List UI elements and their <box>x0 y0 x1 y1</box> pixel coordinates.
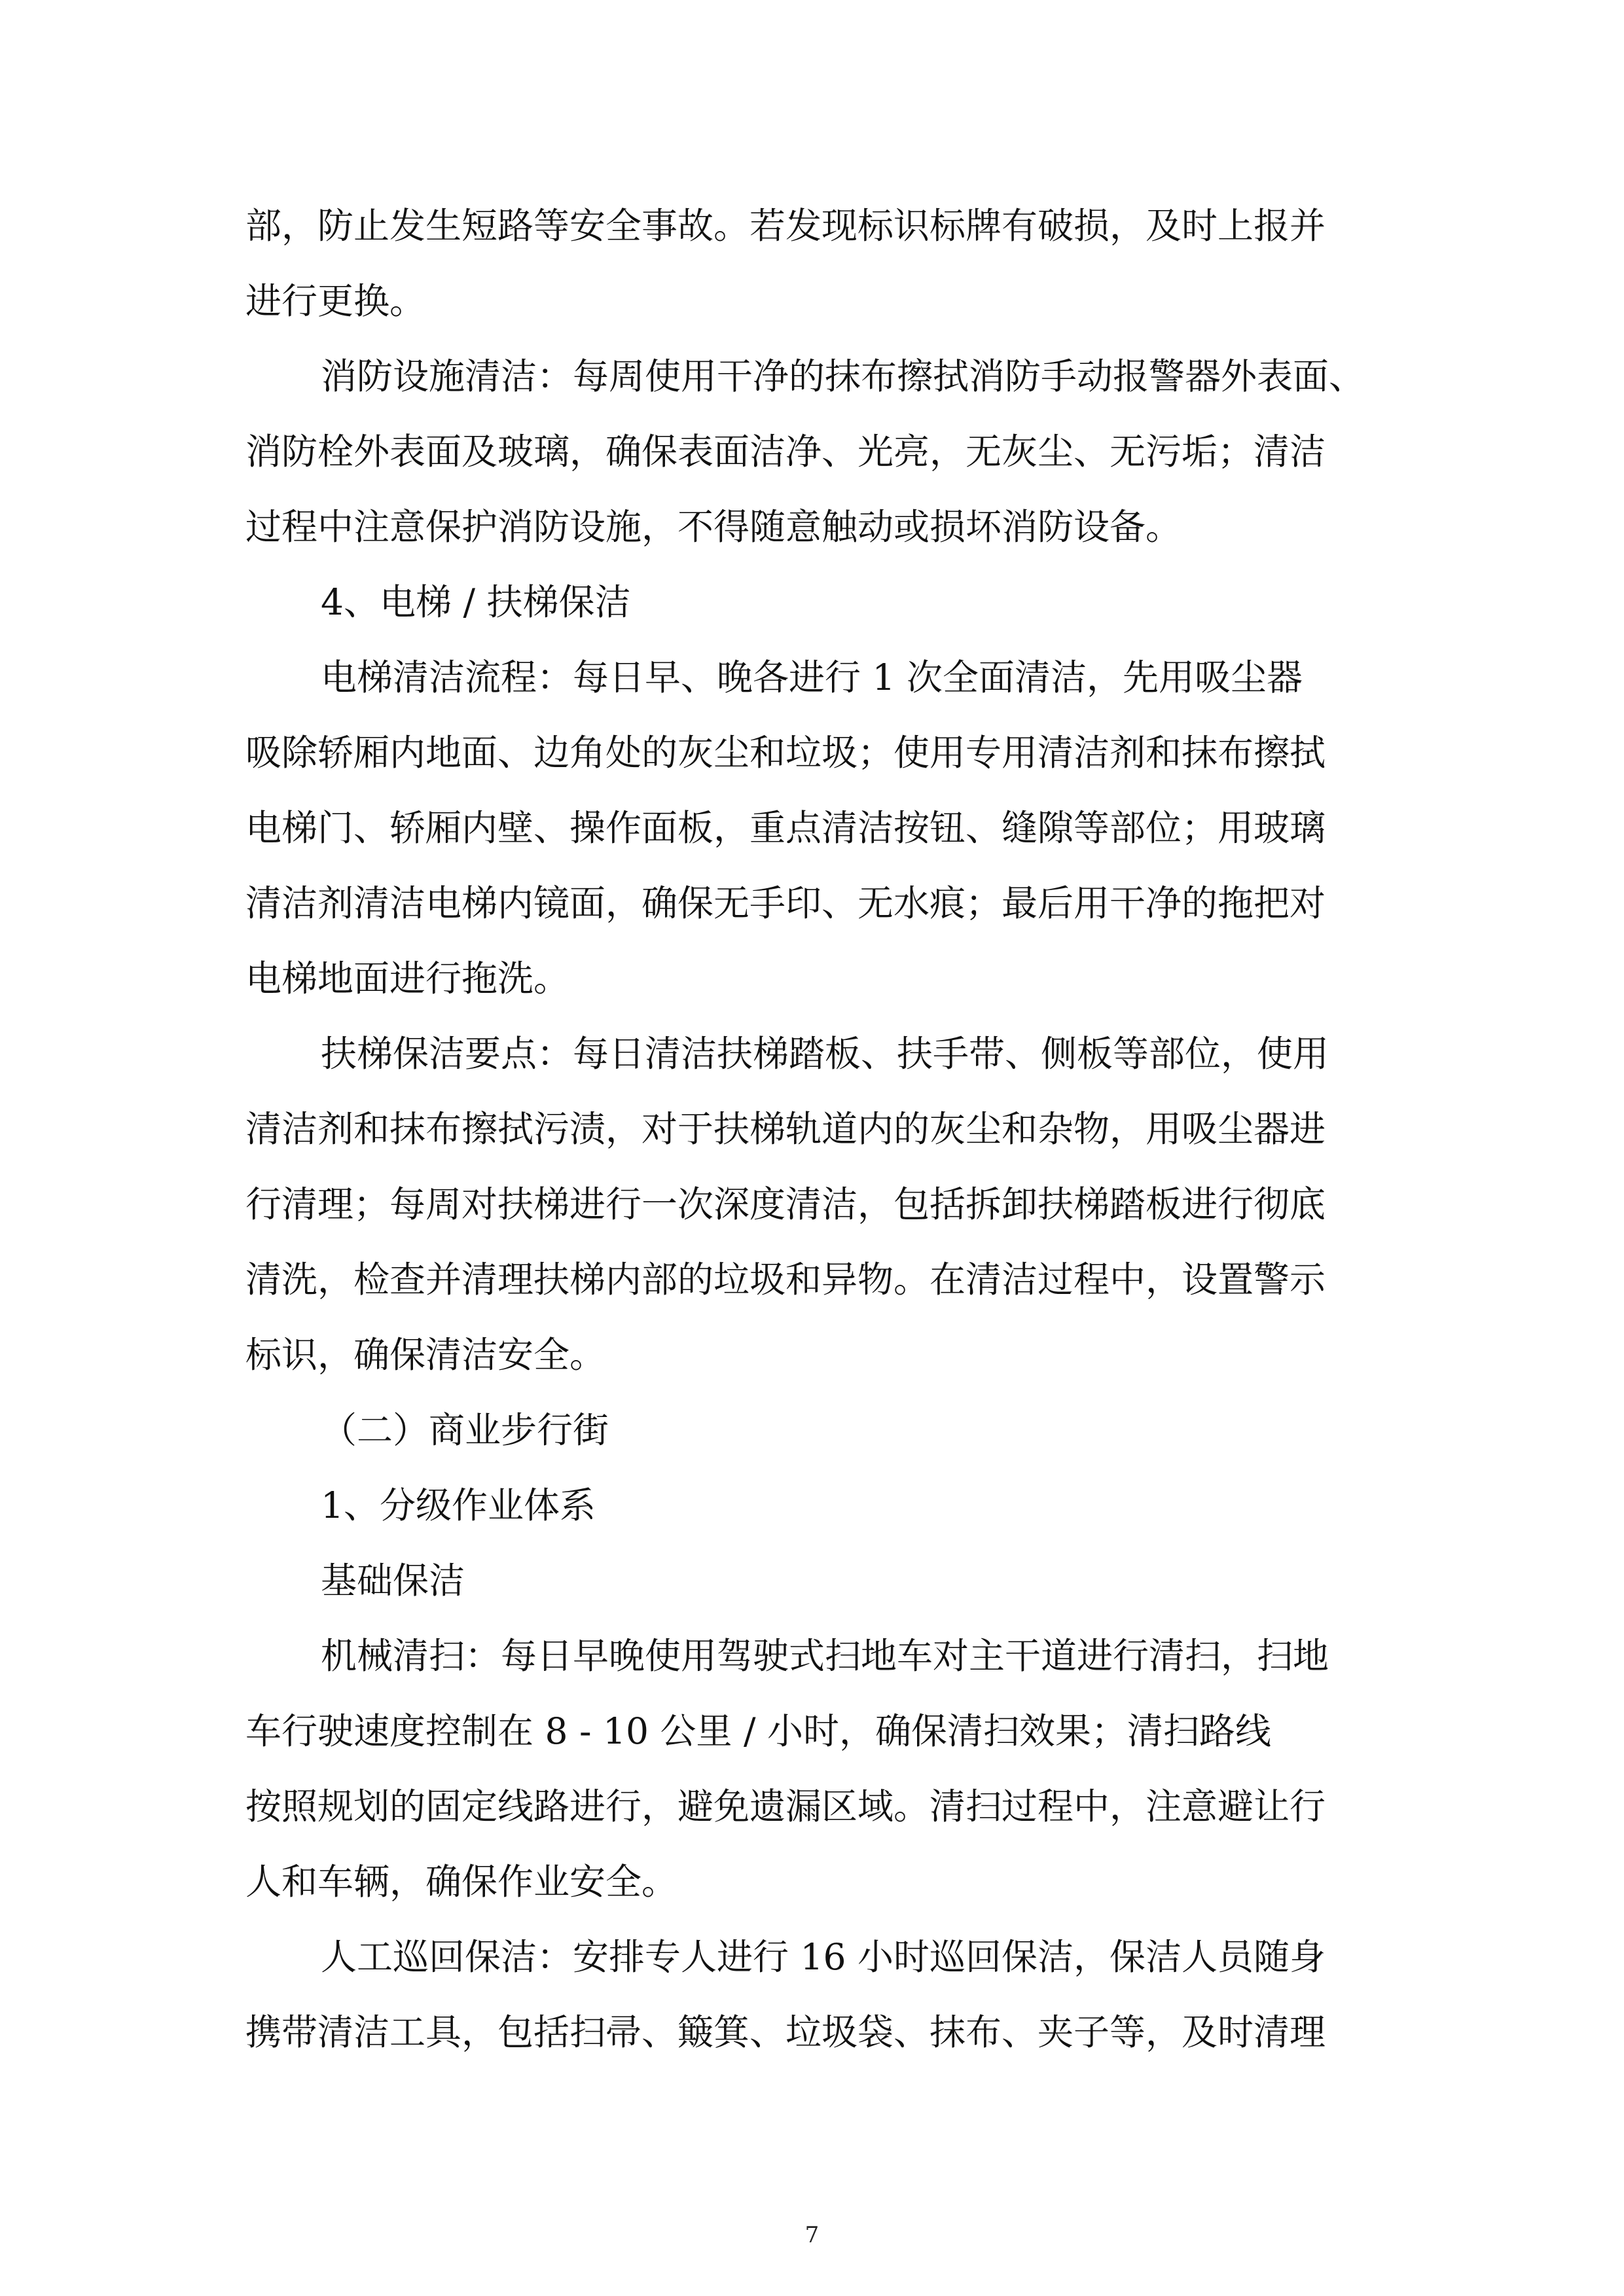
text-line: 行清理；每周对扶梯进行一次深度清洁，包括拆卸扶梯踏板进行彻底 <box>245 1183 1326 1225</box>
page-number: 7 <box>804 2222 820 2248</box>
text-line: 过程中注意保护消防设施，不得随意触动或损坏消防设备。 <box>245 506 1182 548</box>
text-line: 按照规划的固定线路进行，避免遗漏区域。清扫过程中，注意避让行 <box>245 1785 1326 1827</box>
text-line: 车行驶速度控制在 8 - 10 公里 / 小时，确保清扫效果；清扫路线 <box>245 1710 1271 1752</box>
text-line: 扶梯保洁要点：每日清洁扶梯踏板、扶手带、侧板等部位，使用 <box>321 1033 1329 1075</box>
section-heading: 4、电梯 / 扶梯保洁 <box>321 581 631 623</box>
text-line: 电梯地面进行拖洗。 <box>245 958 570 999</box>
text-line: 吸除轿厢内地面、边角处的灰尘和垃圾；使用专用清洁剂和抹布擦拭 <box>245 732 1326 774</box>
text-line: 人和车辆，确保作业安全。 <box>245 1861 678 1903</box>
text-line: 进行更换。 <box>245 280 426 322</box>
text-line: 清洁剂清洁电梯内镜面，确保无手印、无水痕；最后用干净的拖把对 <box>245 882 1326 924</box>
section-heading: （二）商业步行街 <box>321 1409 609 1451</box>
text-line: 消防栓外表面及玻璃，确保表面洁净、光亮，无灰尘、无污垢；清洁 <box>245 431 1326 473</box>
text-line: 消防设施清洁：每周使用干净的抹布擦拭消防手动报警器外表面、 <box>321 355 1365 397</box>
text-line: 携带清洁工具，包括扫帚、簸箕、垃圾袋、抹布、夹子等，及时清理 <box>245 2011 1326 2053</box>
text-line: 清洗，检查并清理扶梯内部的垃圾和异物。在清洁过程中，设置警示 <box>245 1259 1326 1300</box>
text-line: 标识，确保清洁安全。 <box>245 1334 606 1376</box>
section-heading: 1、分级作业体系 <box>321 1484 596 1526</box>
text-line: 电梯清洁流程：每日早、晚各进行 1 次全面清洁，先用吸尘器 <box>321 656 1303 698</box>
text-line: 电梯门、轿厢内壁、操作面板，重点清洁按钮、缝隙等部位；用玻璃 <box>245 807 1326 849</box>
text-line: 机械清扫：每日早晚使用驾驶式扫地车对主干道进行清扫，扫地 <box>321 1635 1329 1677</box>
text-line: 部，防止发生短路等安全事故。若发现标识标牌有破损，及时上报并 <box>245 205 1326 247</box>
text-line: 清洁剂和抹布擦拭污渍，对于扶梯轨道内的灰尘和杂物，用吸尘器进 <box>245 1108 1326 1150</box>
text-line: 人工巡回保洁：安排专人进行 16 小时巡回保洁，保洁人员随身 <box>321 1936 1326 1978</box>
section-heading: 基础保洁 <box>321 1560 465 1602</box>
body-text <box>245 188 1391 2070</box>
